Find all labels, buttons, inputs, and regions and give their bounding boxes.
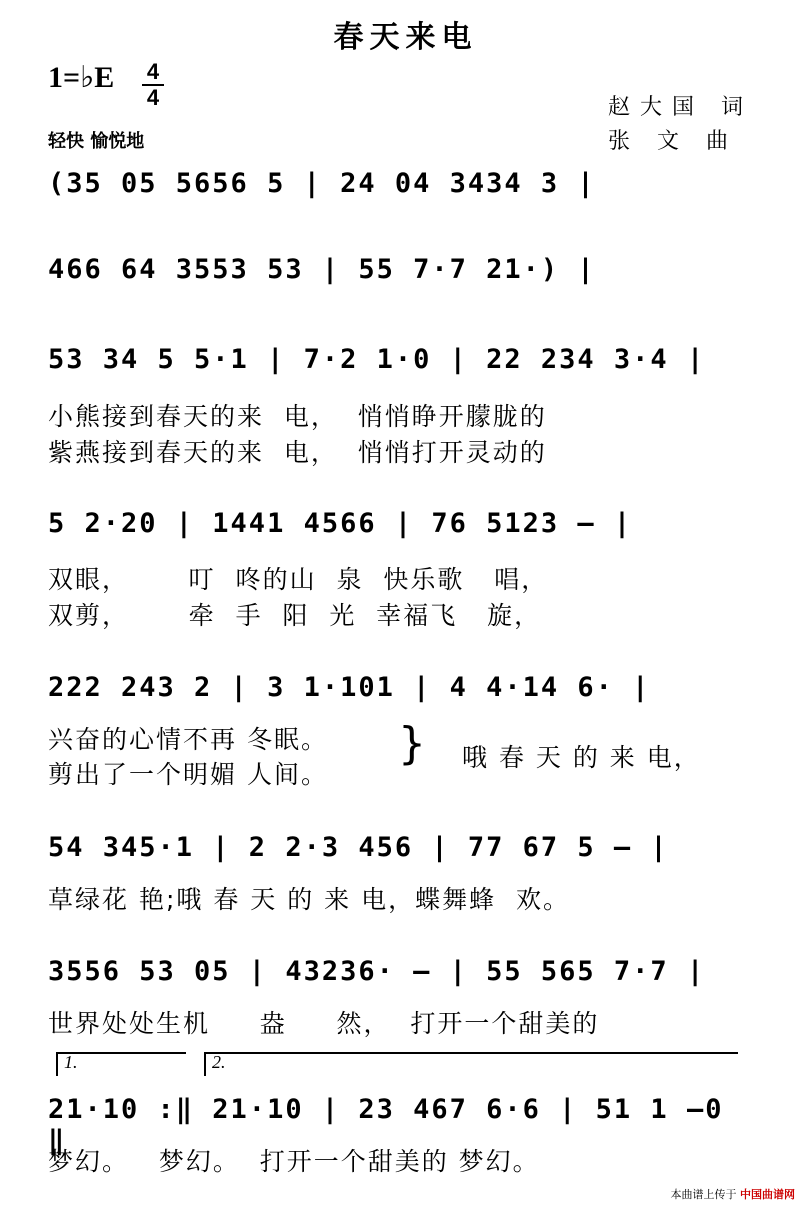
lyric-verse-2: 紫燕接到春天的来 电， 悄悄打开灵动的 (48, 438, 547, 467)
lyric-verse-1: 草绿花 艳;哦 春 天 的 来 电，蝶舞蜂 欢。 (48, 885, 570, 914)
score-row-1 (48, 160, 754, 210)
second-ending-bracket (204, 1052, 738, 1076)
composer-credit: 张 文 曲 (608, 129, 738, 154)
lyric-verse-1: 世界处处生机 盎 然， 打开一个甜美的 (48, 1009, 600, 1038)
song-title: 春天来电 (333, 20, 478, 55)
notation: 54 345·1 | 2 2·3 456 | 77 67 5 – | (48, 832, 669, 863)
notation: 5 2·20 | 1441 4566 | 76 5123 – | (48, 508, 633, 539)
tempo-marking: 轻快 愉悦地 (48, 131, 145, 152)
footer-text: 本曲谱上传于 (670, 1188, 737, 1201)
notation: 466 64 3553 53 | 55 7·7 21·) | (48, 254, 596, 285)
lyric-verse-1: 梦幻。 梦幻。 打开一个甜美的 梦幻。 (48, 1147, 540, 1176)
score-row-3 (48, 336, 754, 386)
lyric-verse-2: 剪出了一个明媚 人间。 (48, 760, 328, 789)
score-row-5 (48, 664, 754, 714)
site-logo: 中国曲谱网 (740, 1188, 795, 1201)
lyric-verse-1: 兴奋的心情不再 冬眠。 (48, 725, 328, 754)
lyricist-credit: 赵大国 词 (608, 95, 753, 120)
lyric-verse-1: 双眼， 叮 咚的山 泉 快乐歌 唱， (48, 565, 549, 594)
footer-watermark (671, 1186, 796, 1202)
lyric-verse-1: 小熊接到春天的来 电， 悄悄睁开朦胧的 (48, 402, 547, 431)
meter-top: 4 (146, 59, 160, 84)
verse-brace: } (398, 718, 426, 769)
score-row-2 (48, 246, 754, 296)
notation: 222 243 2 | 3 1·101 | 4 4·14 6· | (48, 672, 651, 703)
score-row-8 (48, 1086, 754, 1156)
score-row-4 (48, 500, 754, 550)
key-signature: 1=♭E (48, 61, 115, 94)
time-signature (140, 60, 166, 110)
second-ending-label: 2. (212, 1052, 226, 1072)
lyric-verse-2: 双剪， 牵 手 阳 光 幸福飞 旋， (48, 601, 542, 630)
score-row-7 (48, 948, 754, 998)
meter-bottom: 4 (146, 85, 160, 110)
notation: 21·10 :‖ 21·10 | 23 467 6·6 | 51 1 –0 ‖ (48, 1094, 724, 1156)
first-ending-label: 1. (64, 1052, 78, 1072)
score-row-6 (48, 824, 754, 874)
notation: 53 34 5 5·1 | 7·2 1·0 | 22 234 3·4 | (48, 344, 706, 375)
notation: 3556 53 05 | 43236· – | 55 565 7·7 | (48, 956, 706, 987)
notation: (35 05 5656 5 | 24 04 3434 3 | (48, 168, 596, 199)
lyric-refrain: 哦 春 天 的 来 电， (462, 743, 701, 772)
first-ending-bracket (56, 1052, 186, 1076)
